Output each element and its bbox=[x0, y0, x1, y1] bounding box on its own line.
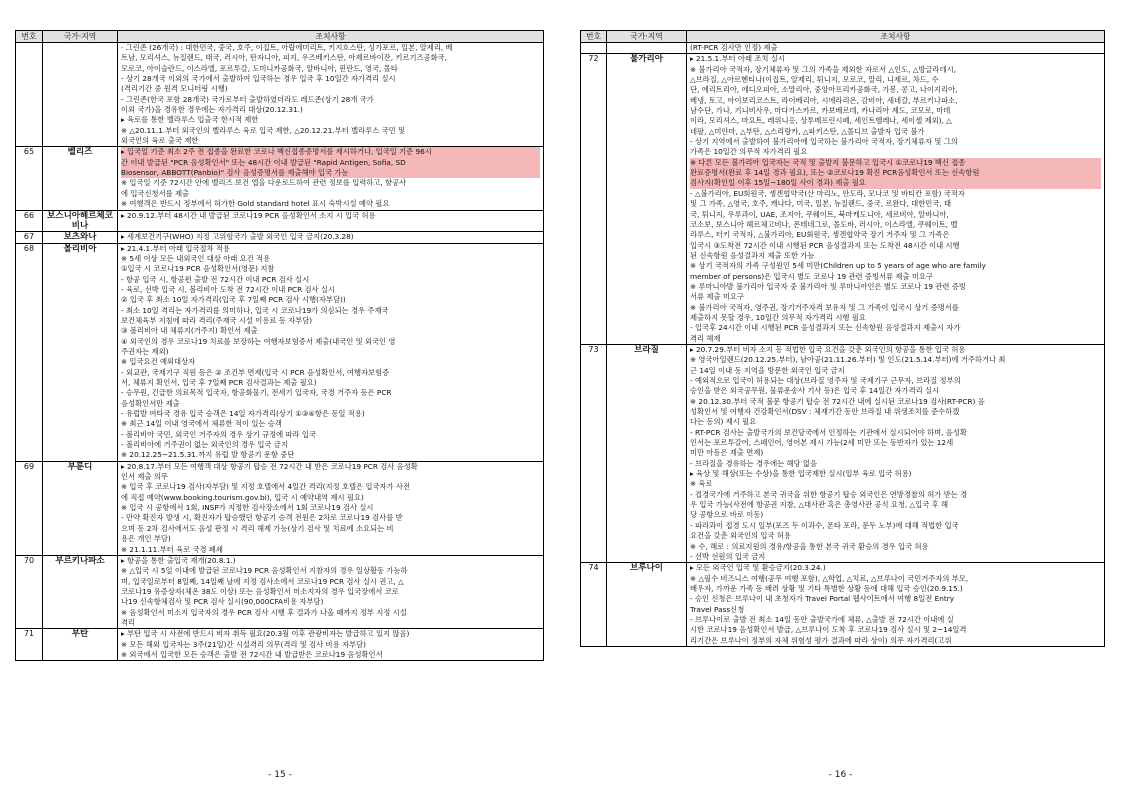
row-number: 67 bbox=[16, 232, 43, 243]
measure-line: ※ △20.11.1.부터 외국인의 벨라루스 육로 입국 제한, △20.12.21.부터 벨라루스 국민 및 bbox=[121, 125, 406, 135]
highlighted-measure-line: ▸ 입국일 기준 최소 2주 전 접종을 완료한 코로나 백신접종증명서를 제시하거나, 입국일 기준 96시 bbox=[121, 147, 540, 157]
measure-line: - 입국후 24시간 이내 시행된 PCR 음성결과지 또는 신속항원 음성결과지 제출시 자가 bbox=[690, 323, 961, 333]
measure-line: 입국시 ③도착전 72시간 이내 시행된 PCR 음성결과지 또는 도착전 48시간 이내 시행 bbox=[690, 240, 960, 250]
country-name: 부탄 bbox=[43, 629, 118, 661]
measure-line: ▸ 20.8.17.부터 모든 여행객 대상 항공기 탑승 전 72시간 내 받은 코로나19 PCR 검사 음성확 bbox=[121, 461, 418, 471]
measure-line: 라루스, 터키 국적자, △불가리아, EU회원국, 솅겐협약국 장기 거주자 및 그 가족은 bbox=[690, 230, 950, 240]
measure-line: 미만 아동은 제출 면제) bbox=[690, 448, 764, 458]
table-row bbox=[16, 43, 544, 147]
measure-line: ④ 외국인의 경우 코로나19 치료를 보장하는 여행자보험증서 제출(내국인 및 외국인 영 bbox=[121, 336, 396, 346]
measure-line: 외국인의 육로 출국 제한 bbox=[121, 136, 199, 146]
measure-cell bbox=[118, 210, 544, 232]
row-number: 72 bbox=[581, 54, 607, 345]
table-row bbox=[16, 232, 544, 243]
measure-line: - △불가리아, EU회원국, 솅겐협약국(산 마리노, 안도라, 모나코 및 바티칸 포함) 국적자 bbox=[690, 188, 965, 198]
measure-line: - 파라과이 접경 도시 일부(포즈 두 이과수, 폰타 포라, 문두 노부)에 대해 적법한 입국 bbox=[690, 520, 959, 530]
country-name: 브라질 bbox=[607, 344, 687, 562]
measure-line: ▸ 20.7.29.부터 비자 소지 등 적법한 입국 요건을 갖춘 외국인의 항공을 통한 입국 허용 bbox=[690, 344, 966, 354]
measure-line: ※ 육로 bbox=[690, 479, 713, 489]
measure-line: 보건체육부 지침에 따라 격리(주재국 시설 이용료 등 자부담) bbox=[121, 315, 313, 325]
measure-line: - 승인 신청은 브루나이 내 초청자가 Travel Portal 웹사이트에서 여행 8일전 Entry bbox=[690, 594, 955, 604]
measure-line: 에 입국신청서를 제출 bbox=[121, 188, 190, 198]
measure-line: - 육로, 선박 입국 시, 볼리비아 도착 전 72시간 이내 PCR 검사 실시 bbox=[121, 284, 336, 294]
table-row bbox=[16, 629, 544, 661]
row-number: 74 bbox=[581, 563, 607, 647]
row-number: 68 bbox=[16, 243, 43, 461]
measure-line: 요건을 갖춘 외국인의 입국 허용 bbox=[690, 531, 791, 541]
table-row bbox=[16, 555, 544, 628]
page-number: - 15 - bbox=[268, 770, 292, 780]
country-name: 부룬디 bbox=[43, 461, 118, 555]
measure-line: 주권자는 제외) bbox=[121, 346, 169, 356]
measure-line: ※ 수, 해로 : 의료지원의 경유/항공을 통한 본국 귀국 환승의 경우 입국 허용 bbox=[690, 541, 929, 551]
measure-line: 가족은 10일간 의무적 자가격리 필요 bbox=[690, 147, 808, 157]
measure-line: ▸ 20.9.12.부터 48시간 내 발급된 코로나19 PCR 음성확인서 소지 시 입국 허용 bbox=[121, 210, 376, 220]
measure-line: 서류 제출 미요구 bbox=[690, 292, 744, 302]
measure-line: ※ 입국요건 예외대상자 bbox=[121, 357, 196, 367]
measure-line: ※ 상기 국적자의 가족 구성원인 5세 미만(Children up to 5 years of age who are family bbox=[690, 261, 986, 271]
measure-cell bbox=[118, 629, 544, 661]
measure-line: - 접경국가에 거주하고 본국 귀국을 위한 항공기 탑승 외국인은 연방경찰의 허가 받는 경 bbox=[690, 489, 968, 499]
table-row bbox=[16, 461, 544, 555]
measure-line: ※ 영국아일랜드(20.12.25.부터), 남아공(21.11.26.부터) 및 인도(21.5.14.부터)에 거주하거나 최 bbox=[690, 355, 1006, 365]
measure-line: ※ 최근 14일 이내 영국에서 체류한 적이 있는 승객 bbox=[121, 419, 282, 429]
measure-line: ▸ 부탄 입국 시 사전에 반드시 비자 취득 필요(20.3월 이후 관광비자는 발급하고 있지 않음) bbox=[121, 629, 410, 639]
measure-line: ▸ 모든 외국인 입국 및 환승금지(20.3.24.) bbox=[690, 563, 826, 573]
measure-line: - 외교관, 국제기구 직원 등은 ② 조건부 면제(입국 시 PCR 음성확인서, 여행자보험증 bbox=[121, 367, 390, 377]
measure-cell bbox=[118, 147, 544, 210]
country-name: 부르키나파소 bbox=[43, 555, 118, 628]
measure-line: ※ 불가리아 국적자, 영주권, 장기거주자격 보유자 및 그 가족이 입국시 상기 증명서를 bbox=[690, 302, 959, 312]
measure-line: 시한 코로나19 음성확인서 발급, △브루나이 도착 후 코로나19 검사 실시 및 2~14일격 bbox=[690, 625, 967, 635]
measures-table-right bbox=[580, 30, 1105, 647]
header-measure: 조치사항 bbox=[687, 31, 1105, 43]
measure-cell bbox=[118, 555, 544, 628]
measure-line: ※ 입국 시 공항에서 1회, INSP가 지정한 검사장소에서 1회 코로나19 검사 실시 bbox=[121, 503, 374, 513]
measure-cell bbox=[118, 243, 544, 461]
measure-line: - 그린존(한국 포함 28개국) 국가로부터 출발하였더라도 레드존(상기 28개 국가 bbox=[121, 94, 374, 104]
row-number: 66 bbox=[16, 210, 43, 232]
measure-line: 이라, 모리셔스, 마요트, 레위니옹, 상투메프린시페, 세인트헬레나, 세이셸 제외), △ bbox=[690, 116, 952, 126]
table-row bbox=[581, 54, 1105, 345]
country-name bbox=[43, 43, 118, 147]
measure-line: 베냉, 토고, 아이보리코스트, 라이베리아, 시에라리온, 감비아, 세네갈, 부르키나파소, bbox=[690, 95, 958, 105]
header-country: 국가·지역 bbox=[43, 31, 118, 43]
measure-line: 코로나19 유증상자(체온 38도 이상) 또는 음성확인서 미소지자의 경우 입국장에서 코로 bbox=[121, 586, 399, 596]
measure-line: ※ 입국 후 코로나19 검사(자부담) 및 지정 호텔에서 4일간 격리(지정 호텔은 입국자가 사전 bbox=[121, 482, 411, 492]
measure-line: ② 입국 후 최소 10일 자가격리(입국 후 7일째 PCR 검사 시행(자부담)) bbox=[121, 295, 346, 305]
measure-line: - 예외적으로 입국이 허용되는 대상(브라질 영주자 및 국제기구 근무자, 브라질 정부의 bbox=[690, 376, 961, 385]
measure-line: 에 직접 예약(www.booking.tourism.gov.bi), 입국 시 예약내역 제시 필요) bbox=[121, 492, 364, 502]
measure-line: 나19 신속항체검사 및 PCR 검사 실시(90,000CFA비용 자부담) bbox=[121, 597, 324, 607]
measure-line: 및 그 가족, △영국, 호주, 캐나다, 미국, 일본, 뉴질랜드, 중국, 르완다, 대한민국, 태 bbox=[690, 199, 952, 209]
highlighted-measure-line: 간 이내 발급된 "PCR 음성확인서" 또는 48시간 이내 발급된 "Rapid Antigen, Sofia, SD bbox=[121, 158, 540, 168]
table-row bbox=[581, 344, 1105, 562]
measure-line: 코소보, 보스니아 헤르체고비나, 몬테네그로, 몰도바, 러시아, 이스라엘, 쿠웨이트, 벨 bbox=[690, 219, 958, 229]
measure-line: ▸ 21.5.1.부터 아래 조치 실시 bbox=[690, 54, 785, 64]
measure-line: ※ 모든 해외 입국자는 3주(21일)간 시설격리 의무(격리 및 검사 비용 자부담) bbox=[121, 639, 366, 649]
measure-line: 으며 동 2차 검사에서도 음성 판정 시 격리 해제 가능(상기 검사 및 치료에 소요되는 비 bbox=[121, 523, 394, 533]
table-row bbox=[16, 147, 544, 210]
measure-line: ※ 여행객은 반드시 정부에서 허가한 Gold standard hotel 표시 숙박시설 예약 필요 bbox=[121, 199, 390, 209]
table-row bbox=[16, 243, 544, 461]
measure-line: ①입국 시 코로나19 PCR 음성확인서(영문) 지참 bbox=[121, 264, 275, 274]
page-left bbox=[0, 0, 560, 793]
measure-line: 성확인서 및 여행자 건강확인서(DSV : 체재기간 동안 브라질 내 위생조치를 준수하겠 bbox=[690, 407, 960, 417]
table-header-row bbox=[16, 31, 544, 43]
measure-line: 우 입국 가능(사전에 항공권 지참, △대사관 혹은 총영사관 공식 요청, △입국 후 해 bbox=[690, 500, 949, 510]
page-number: - 16 - bbox=[828, 770, 853, 780]
country-name bbox=[607, 43, 687, 54]
measure-cell bbox=[687, 54, 1105, 345]
measure-line: 리기간은 브루나이 정부의 자체 위험성 평가 결과에 따라 상이) 의무 자가격리(고위 bbox=[690, 635, 952, 645]
row-number: 70 bbox=[16, 555, 43, 628]
measure-cell bbox=[687, 563, 1105, 647]
measure-line: - 만약 확진자 발생 시, 확진자가 탑승했던 항공기 승객 전원은 2차로 코로나19 검사를 받 bbox=[121, 513, 403, 523]
measure-line: - 승무원, 긴급한 의료목적 입국자, 항공화물기, 전세기 입국자, 국경 거주자 등은 PCR bbox=[121, 388, 392, 398]
country-name: 보츠와나 bbox=[43, 232, 118, 243]
measure-line: 인서 제출 의무 bbox=[121, 472, 168, 482]
highlighted-measure-line: ※ 다른 모든 불가리아 입국자는 국적 및 출발지 불문하고 입국시 ①코로나19 백신 접종 bbox=[690, 158, 1101, 168]
measure-line: ▸ 세계보건기구(WHO) 지정 고위험국가 출발 외국인 입국 금지(20.3.28) bbox=[121, 232, 354, 242]
measure-line: 네팔, △미얀마, △부탄, △스리랑카, △파키스탄, △몰디브 출발자 입국 불가 bbox=[690, 126, 925, 136]
row-number: 65 bbox=[16, 147, 43, 210]
measure-line: 용은 개인 부담) bbox=[121, 534, 171, 544]
row-number: 73 bbox=[581, 344, 607, 562]
measure-line: ▸ 육로를 통한 벨라루스 입출국 한시적 제한 bbox=[121, 115, 259, 125]
measure-line: ※ 5세 이상 모든 내외국인 대상 아래 요건 적용 bbox=[121, 253, 271, 263]
measure-line: 트남, 모리셔스, 뉴질랜드, 태국, 러시아, 탄자니아, 피지, 우즈베키스탄, 아제르바이잔, 키르기즈공화국, bbox=[121, 53, 448, 63]
row-number: 71 bbox=[16, 629, 43, 661]
measure-line: ▸ 육상 및 해상(또는 수상)을 통한 입국제한 실시(일부 육로 입국 허용) bbox=[690, 469, 912, 479]
measure-line: ※ 음성확인서 미소지 입국자의 경우 PCR 검사 시행 후 결과가 나올 때까지 정부 지정 시설 bbox=[121, 607, 407, 617]
measure-line: - 볼리비아 국민, 외국인 거주자의 경우 상기 규정에 따라 입국 bbox=[121, 429, 316, 439]
measure-line: - 브라질을 경유하는 경우에는 해당 없음 bbox=[690, 458, 818, 468]
measure-line: ▸ 항공을 통한 출입국 재개(20.8.1.) bbox=[121, 555, 236, 565]
measure-line: ③ 볼리비아 내 체류지(거주지) 확인서 제출 bbox=[121, 326, 258, 336]
measure-line: ▸ 21.4.1.부터 아래 입국절차 적용 bbox=[121, 243, 230, 253]
country-name: 벨리즈 bbox=[43, 147, 118, 210]
measure-line: (RT-PCR 검사만 인정) 제출 bbox=[690, 43, 778, 52]
measure-cell bbox=[118, 232, 544, 243]
measure-line: 제출하지 못할 경우, 10일간 의무적 자가격리 시행 필요 bbox=[690, 312, 866, 322]
measure-cell bbox=[687, 43, 1105, 54]
measure-line: - 선박 선원의 입국 금지 bbox=[690, 551, 766, 561]
row-number bbox=[581, 43, 607, 54]
measure-line: Travel Pass신청 bbox=[690, 604, 745, 614]
measure-line: - 상기 지역에서 출발하여 불가리아에 입국하는 불가리아 국적자, 장기체류자 및 그의 bbox=[690, 137, 958, 147]
measure-line: 국, 튀니지, 우루과이, UAE, 조지아, 쿠웨이트, 북마케도니아, 세르비아, 알바니아, bbox=[690, 209, 949, 219]
measure-line: 된 신속항원 음성결과지 제출 또한 가능 bbox=[690, 250, 815, 260]
measure-line: 남수단, 가나, 기니비사우, 마다가스카르, 카보베르데, 카나리아 제도, 코모로, 마데 bbox=[690, 106, 951, 116]
measure-line: 모로코, 아이슬란드, 이스라엘, 포르투갈, 도미니카공화국, 알바니아, 핀란드, 영국, 몰타 bbox=[121, 63, 398, 73]
measure-cell bbox=[687, 344, 1105, 562]
table-row bbox=[581, 43, 1105, 54]
measure-line: - 최소 10일 격리는 자가격리를 의미하나, 입국 시 코로나19가 의심되는 경우 주재국 bbox=[121, 305, 389, 315]
measure-line: - 상기 28개국 이외의 국가에서 출발하여 입국하는 경우 입국 후 10일간 자가격리 실시 bbox=[121, 74, 396, 84]
measure-line: - 브루나이로 출발 전 최소 14일 동안 출발국가에 체류, △출발 전 72시간 이내에 실 bbox=[690, 614, 954, 624]
measure-line: (격리기간 중 원격 모니터링 시행) bbox=[121, 84, 228, 94]
measure-line: - 유럽발 여타국 경유 입국 승객은 14일 자가격리(상기 ①③④항은 동일 적용) bbox=[121, 409, 365, 419]
measure-line: ※ △필수 비즈니스 여행(공무 여행 포함), △학업, △치료, △브루나이 국민거주자의 부모, bbox=[690, 573, 969, 583]
measure-line: - RT-PCR 검사는 출발국가의 보건당국에서 인정하는 기관에서 실시되어야 하며, 음성확 bbox=[690, 427, 967, 437]
measure-line: - 볼리비아에 거주권이 없는 외국인의 경우 입국 금지 bbox=[121, 440, 288, 450]
header-measure: 조치사항 bbox=[118, 31, 544, 43]
measure-line: · 그린존 (26개국) : 대한민국, 중국, 호주, 이집트, 아랍에미리트, 키지흐스탄, 싱가포르, 일본, 알제리, 베 bbox=[121, 43, 453, 52]
measure-line: ※ 20.12.25~21.5.31.까지 유럽 발 항공기 운항 중단 bbox=[121, 450, 295, 460]
highlighted-measure-line: 완료증명서(완료 후 14일 경과 필요), 또는 ②코로나19 확진 PCR음성확인서 또는 신속항원 bbox=[690, 168, 1101, 178]
measure-line: ※ 20.12.30.부터 국적 불문 항공기 탑승 전 72시간 내에 실시된 코로나19 검사(RT-PCR) 음 bbox=[690, 396, 985, 406]
measure-line: 다는 동의) 제시 필요 bbox=[690, 417, 757, 427]
measure-cell bbox=[118, 43, 544, 147]
measure-line: 격리 bbox=[121, 617, 136, 627]
measure-line: ※ 21.1.11.부터 육로 국경 폐쇄 bbox=[121, 544, 223, 554]
measure-line: ※ 외국에서 입국한 모든 승객은 출발 전 72시간 내 발급받은 코로나19 음성확인서 bbox=[121, 649, 383, 659]
measure-line: 서, 체류지 확인서, 입국 후 7일째 PCR 검사결과는 제출 필요) bbox=[121, 378, 317, 387]
table-row bbox=[581, 563, 1105, 647]
measure-line: 당 공항으로 바로 이동) bbox=[690, 510, 764, 520]
measure-line: ※ 루마니아발 불가리아 입국자 중 불가리아 및 루마니아인은 별도 코로나 19 관련 증빙 bbox=[690, 281, 966, 291]
measure-line: 승인을 받은 외국공무원, 물류운송사 기사 등)은 입국 후 14일간 자가격리 실시 bbox=[690, 386, 940, 396]
table-row bbox=[16, 210, 544, 232]
measure-line: ※ △입국 시 5일 이내에 발급된 코로나19 PCR 음성확인서 지참자의 경우 일상활동 가능하 bbox=[121, 566, 408, 576]
measure-line: 이외 국가)을 경유한 경우에는 자가격리 대상(20.12.31.) bbox=[121, 105, 303, 115]
highlighted-measure-line: 검사지(확인일 이후 15일~180일 사이 경과) 제출 필요 bbox=[690, 178, 1101, 188]
measure-line: ※ 불가리아 국적자, 장기체류자 및 그의 가족을 제외한 자로서 △인도, △방글라데시, bbox=[690, 64, 957, 74]
measure-line: 격리 해제 bbox=[690, 333, 721, 343]
measure-line: 배우자, 가까운 가족 등 배려 상황 및 기타 특별한 상황 등에 대해 입국 승인(20.9.15.) bbox=[690, 583, 963, 593]
measure-line: 근 14일 이내 동 지역을 방문한 외국인 입국 금지 bbox=[690, 365, 845, 375]
measure-line: 인서는 포르투갈어, 스페인어, 영어본 제시 가능(2세 미만 또는 동반자가 있는 12세 bbox=[690, 438, 954, 448]
row-number: 69 bbox=[16, 461, 43, 555]
header-number: 번호 bbox=[581, 31, 607, 43]
measures-table-left bbox=[15, 30, 544, 661]
measure-line: - 항공 입국 시, 항공편 출발 전 72시간 이내 PCR 검사 실시 bbox=[121, 274, 310, 284]
country-name: 보스니아헤르체코비나 bbox=[43, 210, 118, 232]
measure-cell bbox=[118, 461, 544, 555]
country-name: 브루나이 bbox=[607, 563, 687, 647]
highlighted-measure-line: Biosensor, ABBOTT(Panbio)" 검사 음성증명서를 제출해야 입국 가능 bbox=[121, 168, 540, 178]
country-name: 불가리아 bbox=[607, 54, 687, 345]
country-name: 볼리비아 bbox=[43, 243, 118, 461]
measure-line: member of persons)은 입국시 별도 코로나 19 관련 증빙서류 제출 미요구 bbox=[690, 271, 933, 281]
page-right bbox=[560, 0, 1121, 793]
header-country: 국가·지역 bbox=[607, 31, 687, 43]
measure-line: 며, 입국일로부터 8일째, 14일째 날에 지정 검사소에서 코로나19 PCR 검사 실시 권고, △ bbox=[121, 576, 404, 586]
measure-line: 음성확인서만 제출 bbox=[121, 398, 180, 408]
table-header-row bbox=[581, 31, 1105, 43]
measure-line: △브라질, △아르헨티나(이집트, 알제리, 튀니지, 모로코, 말리, 니제르, 차드, 수 bbox=[690, 75, 939, 85]
measure-line: ※ 입국일 기준 72시간 안에 벨리즈 보건 엡을 다운로드하여 관련 정보를 입력하고, 항공사 bbox=[121, 178, 407, 188]
measure-line: 단, 에리트리아, 에디오피아, 소말리아, 중앙아프리카공화국, 가봉, 콩고, 나이지리아, bbox=[690, 85, 958, 95]
row-number bbox=[16, 43, 43, 147]
header-number: 번호 bbox=[16, 31, 43, 43]
